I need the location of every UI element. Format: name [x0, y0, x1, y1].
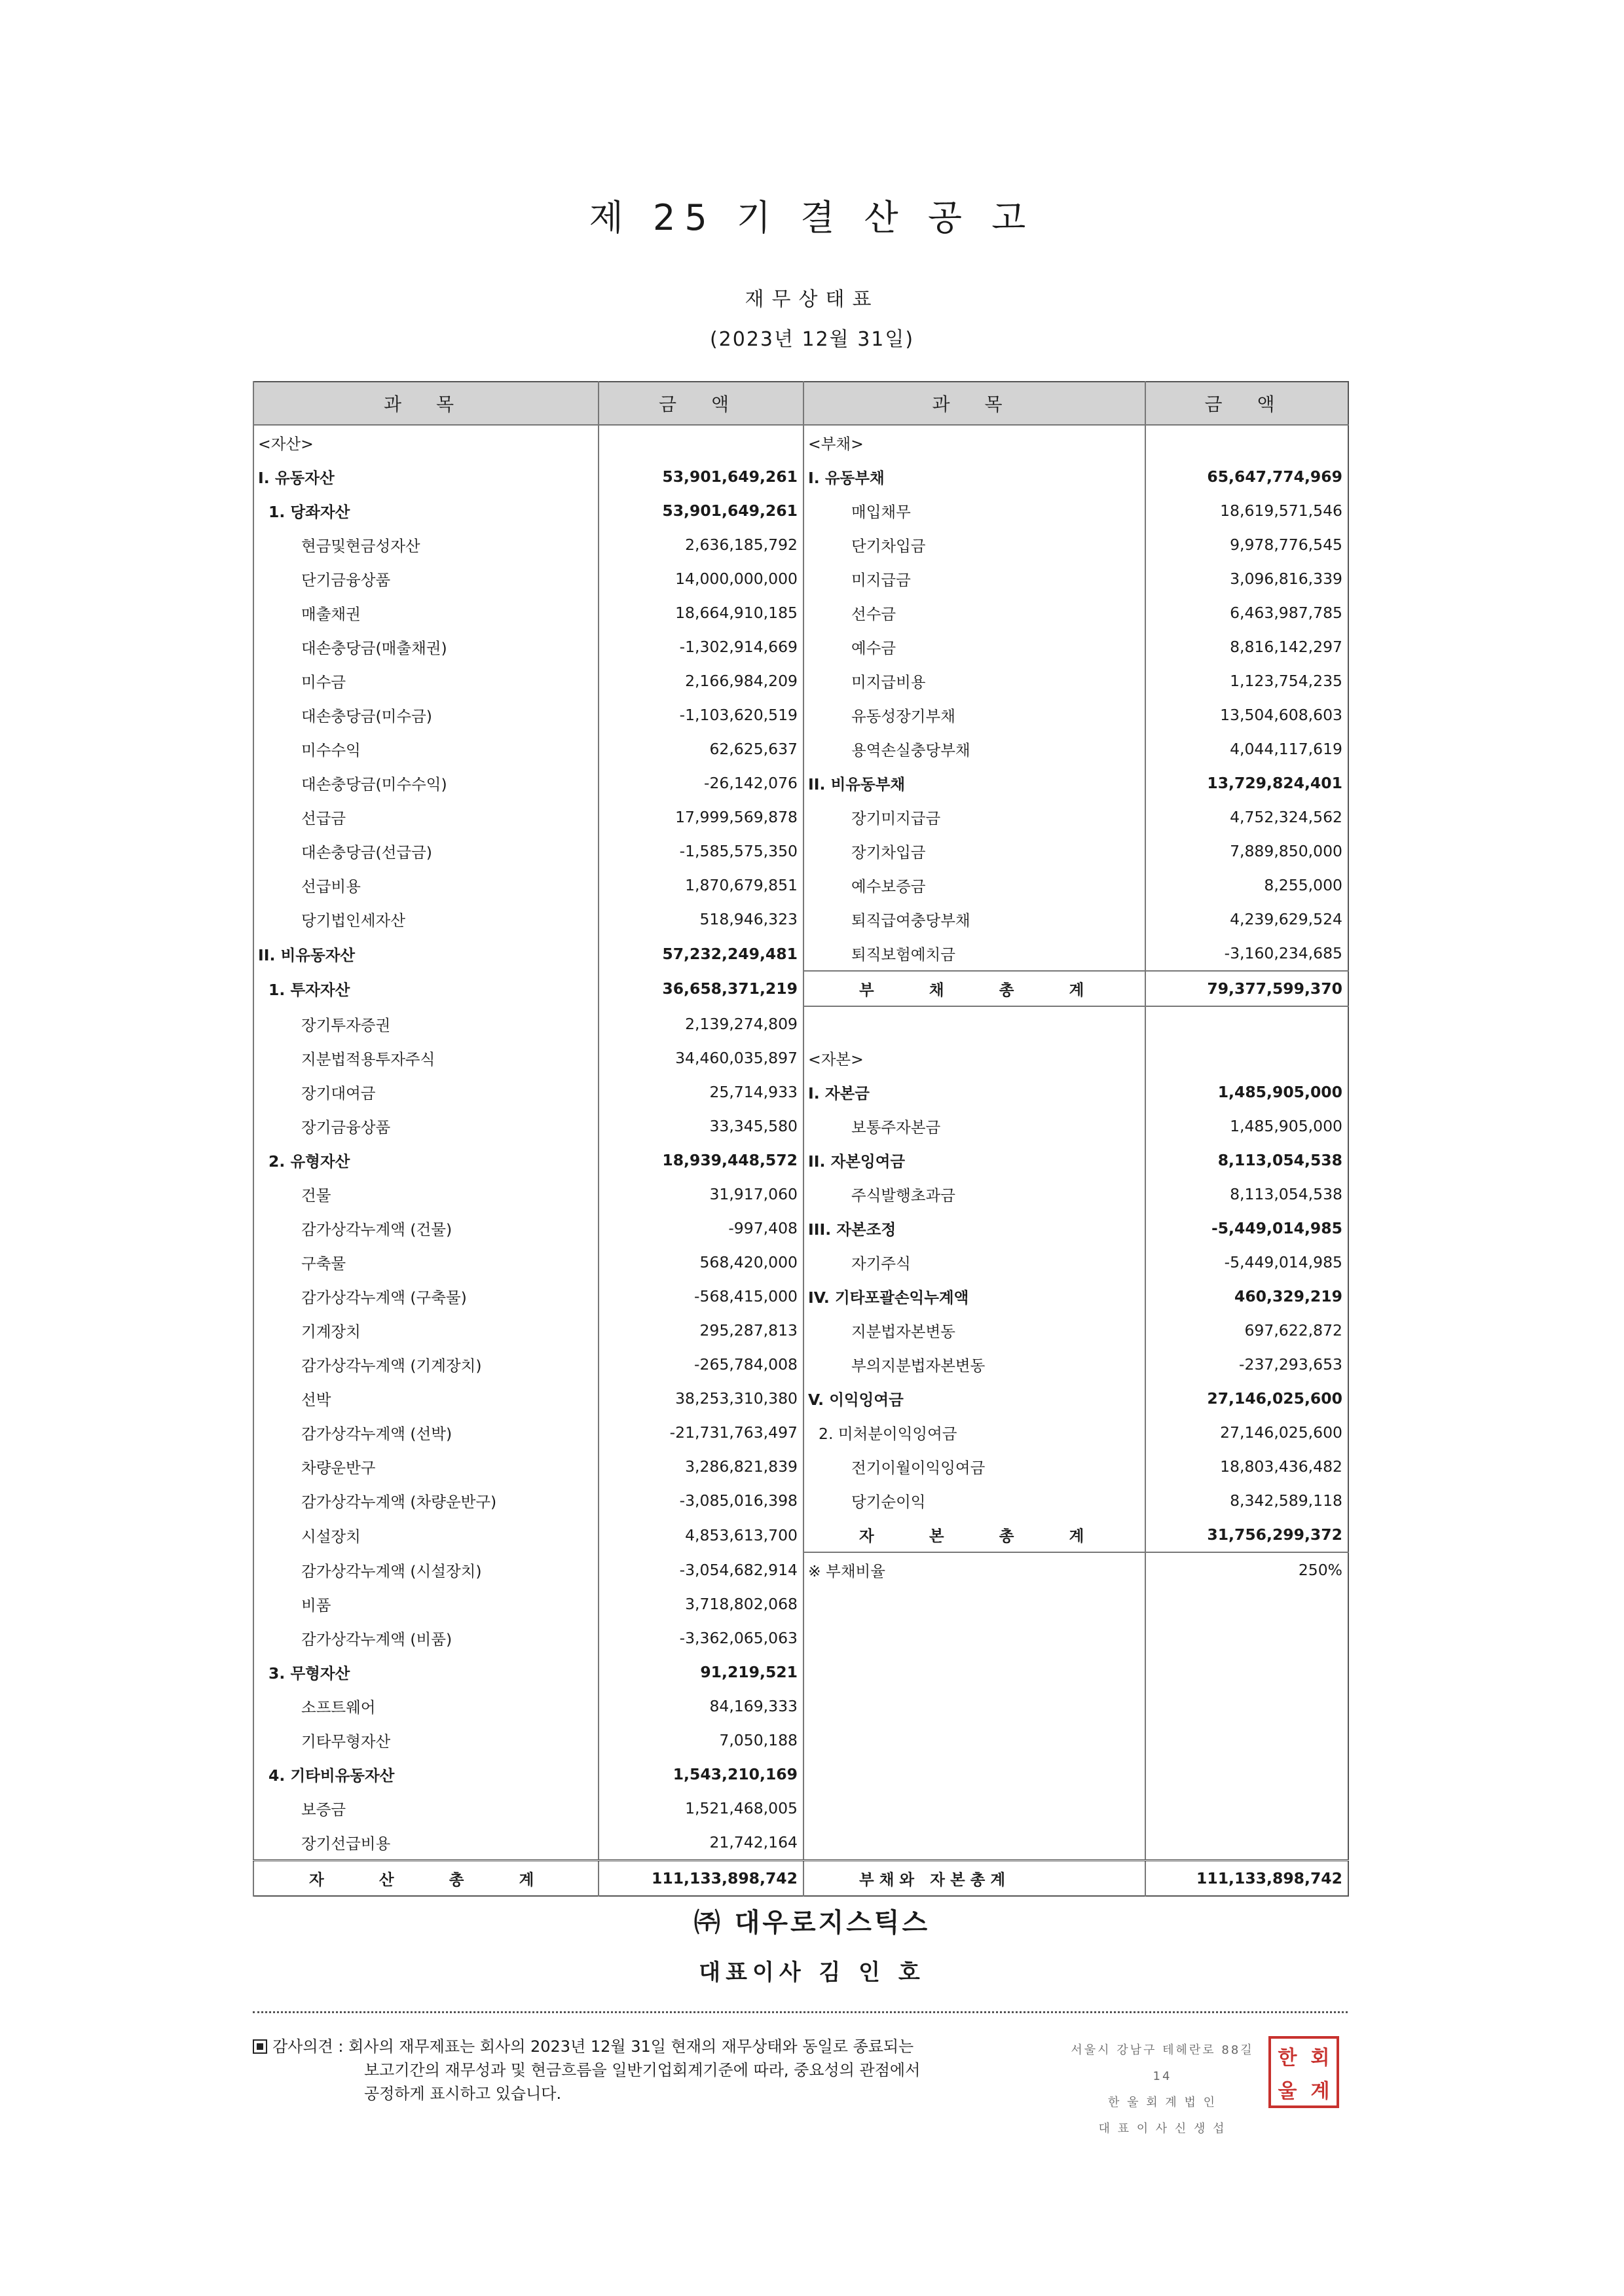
table-row: [253, 834, 1348, 868]
table-row: [253, 1245, 1348, 1279]
header-account-left: 과 목: [253, 382, 599, 425]
table-row: [253, 1177, 1348, 1211]
left-amount-cell: 2,139,274,809: [599, 1006, 803, 1041]
left-amount-cell: 62,625,637: [599, 732, 803, 766]
table-row: [253, 1279, 1348, 1313]
right-account-cell: 유동성장기부채: [803, 698, 1145, 732]
left-account-cell: 건물: [253, 1177, 599, 1211]
left-amount-cell: -21,731,763,497: [599, 1415, 803, 1449]
right-amount-cell: 1,485,905,000: [1145, 1109, 1348, 1143]
left-account-cell: 현금및현금성자산: [253, 528, 599, 562]
table-row: [253, 1075, 1348, 1109]
table-row: [253, 460, 1348, 494]
left-amount-cell: [599, 425, 803, 460]
left-account-cell: 비품: [253, 1587, 599, 1621]
left-account-cell: 시설장치: [253, 1518, 599, 1552]
right-account-cell: 전기이월이익잉여금: [803, 1449, 1145, 1484]
left-account-cell: 대손충당금(선급금): [253, 834, 599, 868]
right-amount-cell: 9,978,776,545: [1145, 528, 1348, 562]
total-liabilities-equity-amount: 111,133,898,742: [1145, 1861, 1348, 1897]
right-amount-cell: 27,146,025,600: [1145, 1415, 1348, 1449]
right-account-cell: II. 자본잉여금: [803, 1143, 1145, 1177]
right-amount-cell: 13,729,824,401: [1145, 766, 1348, 800]
left-amount-cell: 4,853,613,700: [599, 1518, 803, 1552]
table-row: [253, 1484, 1348, 1518]
right-amount-cell: -237,293,653: [1145, 1347, 1348, 1381]
right-account-cell: [803, 1723, 1145, 1757]
right-account-cell: I. 자본금: [803, 1075, 1145, 1109]
right-amount-cell: 13,504,608,603: [1145, 698, 1348, 732]
statement-title: 재무상태표: [745, 288, 879, 311]
right-amount-cell: 8,113,054,538: [1145, 1177, 1348, 1211]
table-row: [253, 664, 1348, 698]
left-amount-cell: -1,103,620,519: [599, 698, 803, 732]
left-account-cell: 선급비용: [253, 868, 599, 902]
left-amount-cell: 18,939,448,572: [599, 1143, 803, 1177]
right-amount-cell: 4,044,117,619: [1145, 732, 1348, 766]
right-amount-cell: 4,752,324,562: [1145, 800, 1348, 834]
left-account-cell: 감가상각누계액 (건물): [253, 1211, 599, 1245]
left-account-cell: 대손충당금(매출채권): [253, 630, 599, 664]
header-amount-right: 금 액: [1145, 382, 1348, 425]
left-account-cell: 선급금: [253, 800, 599, 834]
left-amount-cell: -3,085,016,398: [599, 1484, 803, 1518]
page-title: 제 25 기 결 산 공 고: [589, 197, 1035, 238]
table-row: [253, 1757, 1348, 1791]
firm-representative: 대 표 이 사 신 생 섭: [1098, 2122, 1227, 2136]
table-row: [253, 1006, 1348, 1041]
right-account-cell: 매입채무: [803, 494, 1145, 528]
left-account-cell: 장기투자증권: [253, 1006, 599, 1041]
left-account-cell: 미수금: [253, 664, 599, 698]
left-account-cell: 감가상각누계액 (선박): [253, 1415, 599, 1449]
table-row: [253, 1621, 1348, 1655]
seal-char: 계: [1310, 2079, 1330, 2103]
firm-seal-stamp: [1268, 2036, 1339, 2108]
right-account-cell: 예수금: [803, 630, 1145, 664]
right-account-cell: [803, 1621, 1145, 1655]
left-account-cell: 차량운반구: [253, 1449, 599, 1484]
left-amount-cell: -3,362,065,063: [599, 1621, 803, 1655]
left-amount-cell: 34,460,035,897: [599, 1041, 803, 1075]
left-account-cell: 선박: [253, 1381, 599, 1415]
left-amount-cell: -26,142,076: [599, 766, 803, 800]
table-row: [253, 800, 1348, 834]
right-account-cell: [803, 1655, 1145, 1689]
left-amount-cell: 31,917,060: [599, 1177, 803, 1211]
left-amount-cell: 25,714,933: [599, 1075, 803, 1109]
right-amount-cell: 18,619,571,546: [1145, 494, 1348, 528]
right-account-cell: I. 유동부채: [803, 460, 1145, 494]
right-account-cell: 미지급비용: [803, 664, 1145, 698]
right-amount-cell: [1145, 1825, 1348, 1861]
right-account-cell: 지분법자본변동: [803, 1313, 1145, 1347]
left-amount-cell: 3,286,821,839: [599, 1449, 803, 1484]
right-account-cell: [803, 1006, 1145, 1041]
right-account-cell: 단기차입금: [803, 528, 1145, 562]
left-account-cell: 1. 당좌자산: [253, 494, 599, 528]
table-row: [253, 1825, 1348, 1861]
right-account-cell: <자본>: [803, 1041, 1145, 1075]
right-amount-cell: 8,342,589,118: [1145, 1484, 1348, 1518]
left-account-cell: 기계장치: [253, 1313, 599, 1347]
table-row: [253, 1347, 1348, 1381]
left-account-cell: 단기금융상품: [253, 562, 599, 596]
right-amount-cell: 65,647,774,969: [1145, 460, 1348, 494]
left-account-cell: 구축물: [253, 1245, 599, 1279]
left-account-cell: I. 유동자산: [253, 460, 599, 494]
left-account-cell: 장기금융상품: [253, 1109, 599, 1143]
table-row: [253, 1689, 1348, 1723]
right-account-cell: [803, 1791, 1145, 1825]
left-amount-cell: 21,742,164: [599, 1825, 803, 1861]
right-account-cell: 용역손실충당부채: [803, 732, 1145, 766]
table-row: [253, 1723, 1348, 1757]
table-row: [253, 1143, 1348, 1177]
table-row: [253, 1791, 1348, 1825]
right-account-cell: 보통주자본금: [803, 1109, 1145, 1143]
right-amount-cell: [1145, 1791, 1348, 1825]
seal-char: 회: [1310, 2046, 1330, 2069]
seal-char: 울: [1278, 2079, 1297, 2103]
right-amount-cell: 3,096,816,339: [1145, 562, 1348, 596]
table-row: [253, 1449, 1348, 1484]
header-account-right: 과 목: [803, 382, 1145, 425]
total-assets-amount: 111,133,898,742: [599, 1861, 803, 1897]
table-row: [253, 936, 1348, 971]
left-account-cell: 감가상각누계액 (기계장치): [253, 1347, 599, 1381]
left-amount-cell: 2,636,185,792: [599, 528, 803, 562]
left-account-cell: 당기법인세자산: [253, 902, 599, 936]
left-amount-cell: -265,784,008: [599, 1347, 803, 1381]
left-account-cell: 1. 투자자산: [253, 971, 599, 1006]
right-amount-cell: [1145, 1006, 1348, 1041]
right-amount-cell: -5,449,014,985: [1145, 1211, 1348, 1245]
table-row: [253, 1415, 1348, 1449]
audit-opinion: [253, 2035, 1071, 2105]
left-amount-cell: -568,415,000: [599, 1279, 803, 1313]
left-account-cell: 장기대여금: [253, 1075, 599, 1109]
left-amount-cell: 1,870,679,851: [599, 868, 803, 902]
ceo-name: 대표이사 김 인 호: [699, 1959, 925, 1986]
right-amount-cell: 8,113,054,538: [1145, 1143, 1348, 1177]
audit-line-1: 회사의 재무제표는 회사의 2023년 12월 31일 현재의 재무상태와 동일로 종료되는: [348, 2037, 914, 2056]
right-account-cell: [803, 1757, 1145, 1791]
table-row: [253, 1041, 1348, 1075]
left-account-cell: 지분법적용투자주식: [253, 1041, 599, 1075]
left-amount-cell: 2,166,984,209: [599, 664, 803, 698]
left-account-cell: II. 비유동자산: [253, 936, 599, 971]
right-amount-cell: [1145, 1689, 1348, 1723]
table-row: [253, 1518, 1348, 1552]
left-amount-cell: -997,408: [599, 1211, 803, 1245]
right-account-cell: 부 채 총 계: [803, 971, 1145, 1006]
right-amount-cell: -5,449,014,985: [1145, 1245, 1348, 1279]
right-account-cell: 자기주식: [803, 1245, 1145, 1279]
right-account-cell: IV. 기타포괄손익누계액: [803, 1279, 1145, 1313]
left-amount-cell: 91,219,521: [599, 1655, 803, 1689]
left-amount-cell: 38,253,310,380: [599, 1381, 803, 1415]
left-amount-cell: 36,658,371,219: [599, 971, 803, 1006]
right-amount-cell: 31,756,299,372: [1145, 1518, 1348, 1552]
right-account-cell: ※ 부채비율: [803, 1552, 1145, 1587]
right-account-cell: <부채>: [803, 425, 1145, 460]
right-amount-cell: [1145, 1587, 1348, 1621]
table-row: [253, 1381, 1348, 1415]
right-account-cell: [803, 1825, 1145, 1861]
table-row: [253, 766, 1348, 800]
left-amount-cell: 84,169,333: [599, 1689, 803, 1723]
right-amount-cell: 79,377,599,370: [1145, 971, 1348, 1006]
left-account-cell: 미수수익: [253, 732, 599, 766]
statement-date: (2023년 12월 31일): [709, 328, 915, 351]
right-account-cell: 선수금: [803, 596, 1145, 630]
table-row: [253, 562, 1348, 596]
left-account-cell: 장기선급비용: [253, 1825, 599, 1861]
audit-line-3: 공정하게 표시하고 있습니다.: [364, 2085, 562, 2103]
table-row: [253, 971, 1348, 1006]
left-account-cell: 감가상각누계액 (구축물): [253, 1279, 599, 1313]
right-amount-cell: 7,889,850,000: [1145, 834, 1348, 868]
table-row: [253, 1109, 1348, 1143]
table-row: [253, 868, 1348, 902]
right-account-cell: 퇴직급여충당부채: [803, 902, 1145, 936]
audit-line-2: 보고기간의 재무성과 및 현금흐름을 일반기업회계기준에 따라, 중요성의 관점에서: [364, 2061, 921, 2079]
right-account-cell: 2. 미처분이익잉여금: [803, 1415, 1145, 1449]
right-amount-cell: 6,463,987,785: [1145, 596, 1348, 630]
company-name: ㈜ 대우로지스틱스: [693, 1908, 931, 1938]
seal-char: 한: [1278, 2046, 1297, 2069]
right-amount-cell: 460,329,219: [1145, 1279, 1348, 1313]
left-account-cell: 대손충당금(미수금): [253, 698, 599, 732]
right-amount-cell: 4,239,629,524: [1145, 902, 1348, 936]
table-row: [253, 1313, 1348, 1347]
left-account-cell: 감가상각누계액 (시설장치): [253, 1552, 599, 1587]
right-amount-cell: [1145, 1723, 1348, 1757]
header-amount-left: 금 액: [599, 382, 803, 425]
table-row: [253, 1655, 1348, 1689]
left-amount-cell: 17,999,569,878: [599, 800, 803, 834]
firm-address: 서울시 강남구 테헤란로 88길 14: [1071, 2043, 1254, 2083]
right-account-cell: 주식발행초과금: [803, 1177, 1145, 1211]
left-account-cell: 매출채권: [253, 596, 599, 630]
audit-label: 감사의견 :: [272, 2037, 349, 2056]
right-account-cell: 부의지분법자본변동: [803, 1347, 1145, 1381]
table-body: [253, 425, 1348, 1896]
right-amount-cell: [1145, 1041, 1348, 1075]
total-row: [253, 1861, 1348, 1897]
table-row: [253, 1552, 1348, 1587]
left-account-cell: 기타무형자산: [253, 1723, 599, 1757]
balance-sheet-table: [253, 381, 1349, 1897]
left-amount-cell: 14,000,000,000: [599, 562, 803, 596]
table-row: [253, 630, 1348, 664]
table-header-row: [253, 382, 1348, 425]
right-account-cell: 장기미지급금: [803, 800, 1145, 834]
left-account-cell: 2. 유형자산: [253, 1143, 599, 1177]
right-account-cell: II. 비유동부채: [803, 766, 1145, 800]
right-amount-cell: 27,146,025,600: [1145, 1381, 1348, 1415]
table-row: [253, 494, 1348, 528]
right-amount-cell: [1145, 1655, 1348, 1689]
table-row: [253, 698, 1348, 732]
table-row: [253, 732, 1348, 766]
right-account-cell: 퇴직보험예치금: [803, 936, 1145, 971]
left-amount-cell: 33,345,580: [599, 1109, 803, 1143]
left-amount-cell: 57,232,249,481: [599, 936, 803, 971]
right-amount-cell: 250%: [1145, 1552, 1348, 1587]
left-amount-cell: 1,543,210,169: [599, 1757, 803, 1791]
table-row: [253, 596, 1348, 630]
left-amount-cell: 53,901,649,261: [599, 494, 803, 528]
right-amount-cell: [1145, 425, 1348, 460]
right-account-cell: [803, 1689, 1145, 1723]
dotted-divider: [253, 2011, 1348, 2013]
left-account-cell: <자산>: [253, 425, 599, 460]
right-amount-cell: 18,803,436,482: [1145, 1449, 1348, 1484]
total-liabilities-equity-label: 부채와 자본총계: [803, 1861, 1145, 1897]
left-account-cell: 소프트웨어: [253, 1689, 599, 1723]
right-amount-cell: 8,816,142,297: [1145, 630, 1348, 664]
left-account-cell: 대손충당금(미수수익): [253, 766, 599, 800]
left-amount-cell: 53,901,649,261: [599, 460, 803, 494]
left-amount-cell: -1,585,575,350: [599, 834, 803, 868]
right-account-cell: [803, 1587, 1145, 1621]
left-amount-cell: 518,946,323: [599, 902, 803, 936]
left-account-cell: 감가상각누계액 (차량운반구): [253, 1484, 599, 1518]
right-amount-cell: 697,622,872: [1145, 1313, 1348, 1347]
left-account-cell: 감가상각누계액 (비품): [253, 1621, 599, 1655]
left-amount-cell: 1,521,468,005: [599, 1791, 803, 1825]
right-amount-cell: 1,485,905,000: [1145, 1075, 1348, 1109]
right-amount-cell: 8,255,000: [1145, 868, 1348, 902]
left-amount-cell: -1,302,914,669: [599, 630, 803, 664]
right-amount-cell: 1,123,754,235: [1145, 664, 1348, 698]
right-account-cell: V. 이익잉여금: [803, 1381, 1145, 1415]
table-row: [253, 528, 1348, 562]
left-amount-cell: 18,664,910,185: [599, 596, 803, 630]
left-account-cell: 3. 무형자산: [253, 1655, 599, 1689]
right-account-cell: 장기차입금: [803, 834, 1145, 868]
left-amount-cell: 7,050,188: [599, 1723, 803, 1757]
right-account-cell: 미지급금: [803, 562, 1145, 596]
firm-name: 한 울 회 계 법 인: [1108, 2096, 1217, 2109]
right-account-cell: 예수보증금: [803, 868, 1145, 902]
table-row: [253, 425, 1348, 460]
square-bullet-icon: [253, 2039, 267, 2054]
right-account-cell: III. 자본조정: [803, 1211, 1145, 1245]
right-amount-cell: -3,160,234,685: [1145, 936, 1348, 971]
right-amount-cell: [1145, 1621, 1348, 1655]
left-amount-cell: 3,718,802,068: [599, 1587, 803, 1621]
right-account-cell: 자 본 총 계: [803, 1518, 1145, 1552]
left-amount-cell: -3,054,682,914: [599, 1552, 803, 1587]
left-amount-cell: 295,287,813: [599, 1313, 803, 1347]
audit-firm-stamp-text: [1064, 2037, 1261, 2142]
right-amount-cell: [1145, 1757, 1348, 1791]
left-account-cell: 4. 기타비유동자산: [253, 1757, 599, 1791]
table-row: [253, 902, 1348, 936]
table-row: [253, 1211, 1348, 1245]
total-assets-label: 자 산 총 계: [253, 1861, 599, 1897]
table-row: [253, 1587, 1348, 1621]
left-account-cell: 보증금: [253, 1791, 599, 1825]
right-account-cell: 당기순이익: [803, 1484, 1145, 1518]
left-amount-cell: 568,420,000: [599, 1245, 803, 1279]
